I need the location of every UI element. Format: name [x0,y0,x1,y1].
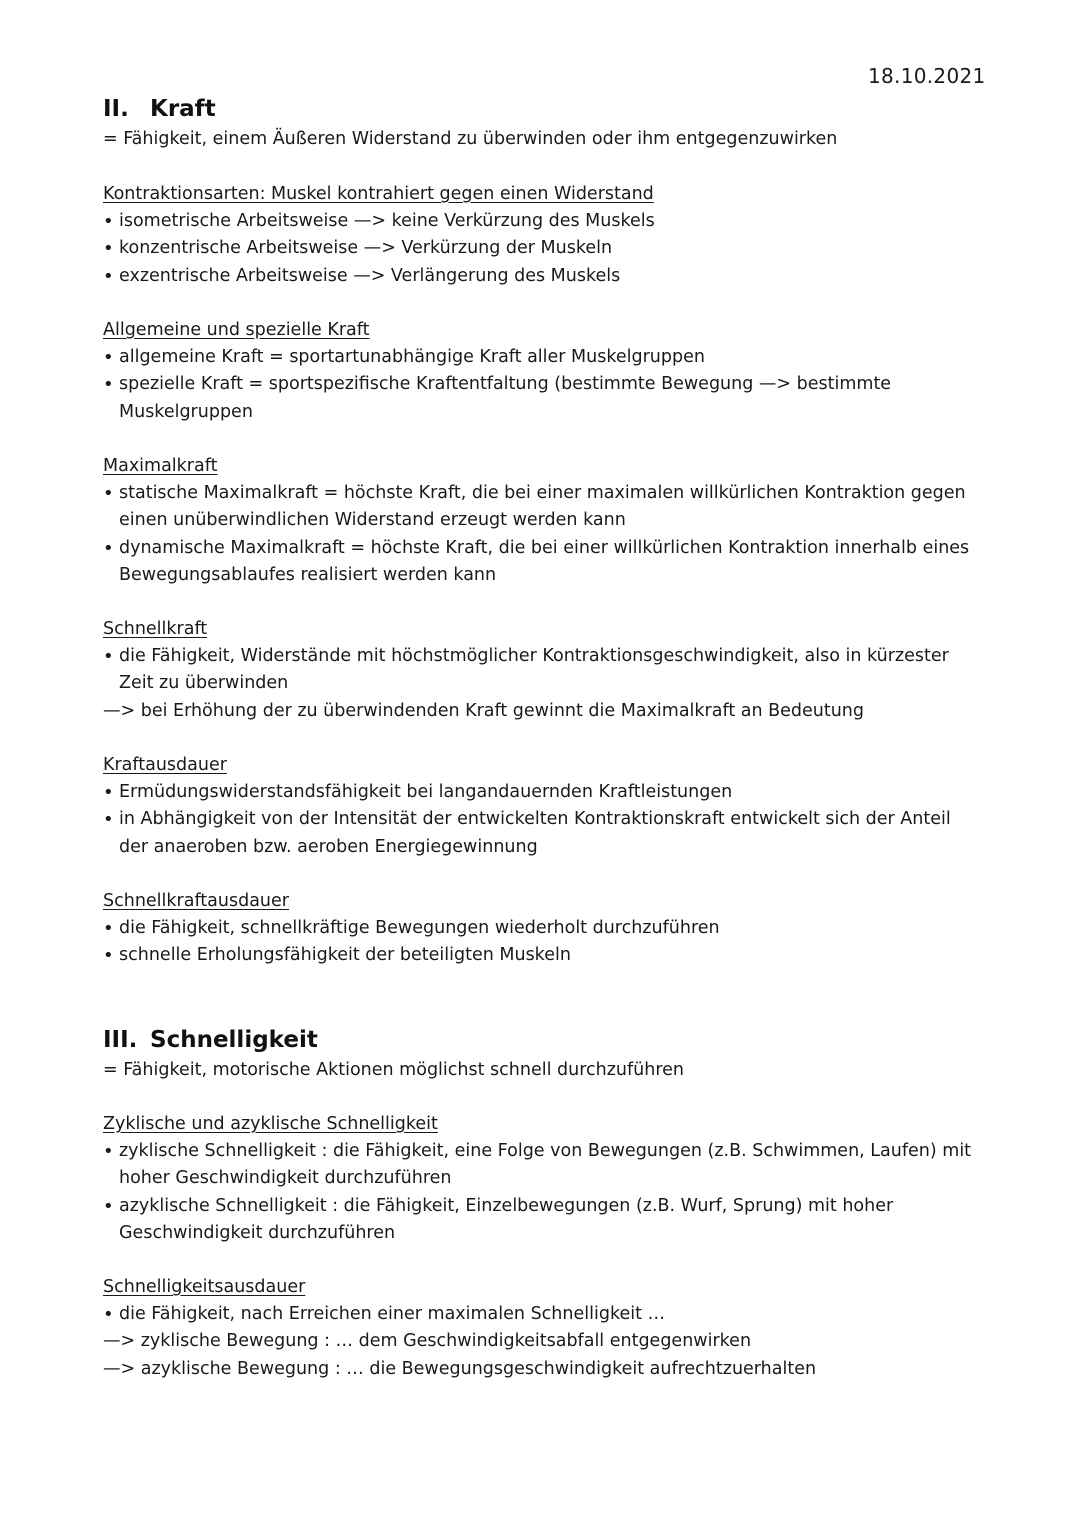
subsection-kraftausdauer [103,752,983,861]
list-item: • schnelle Erholungsfähigkeit der beteiligten Muskeln [103,942,983,969]
subsection-heading: Kontraktionsarten: Muskel kontrahiert gegen einen Widerstand [103,184,654,204]
document-date: 18.10.2021 [868,64,986,88]
subsection-heading: Zyklische und azyklische Schnelligkeit [103,1114,438,1134]
arrow-note: —> bei Erhöhung der zu überwindenden Kraft gewinnt die Maximalkraft an Bedeutung [103,700,865,721]
list-item: • Ermüdungswiderstandsfähigkeit bei langandauernden Kraftleistungen [103,779,983,806]
subsection-kontraktionsarten [103,181,983,290]
list-item: • konzentrische Arbeitsweise —> Verkürzung der Muskeln [103,235,983,262]
list-item: • die Fähigkeit, Widerstände mit höchstmöglicher Kontraktionsgeschwindigkeit, also in kürzester Zeit zu überwinden [103,643,983,698]
section-definition: = Fähigkeit, motorische Aktionen möglichst schnell durchzuführen [103,1060,685,1080]
list-item: • spezielle Kraft = sportspezifische Kraftentfaltung (bestimmte Bewegung —> bestimmte Muskelgruppen [103,371,983,426]
list-item: • die Fähigkeit, nach Erreichen einer maximalen Schnelligkeit … [103,1301,983,1328]
section-heading: II. Kraft [103,96,216,122]
section-heading: III. Schnelligkeit [103,1027,318,1053]
list-item: • die Fähigkeit, schnellkräftige Bewegungen wiederholt durchzuführen [103,915,983,942]
list-item: • in Abhängigkeit von der Intensität der entwickelten Kontraktionskraft entwickelt sich der Anteil der anaeroben bzw. aeroben Energiegewinnung [103,806,983,861]
section-schnelligkeit [103,1025,983,1084]
bullet-list [103,1138,983,1247]
arrow-note: —> zyklische Bewegung : … dem Geschwindigkeitsabfall entgegenwirken [103,1331,752,1352]
subsection-maximalkraft [103,453,983,589]
section-kraft [103,94,983,153]
subsection-heading: Allgemeine und spezielle Kraft [103,320,370,340]
subsection-heading: Kraftausdauer [103,755,227,775]
subsection-allgemeine-spezielle-kraft [103,317,983,426]
subsection-schnellkraftausdauer [103,888,983,970]
subsection-heading: Maximalkraft [103,456,218,476]
bullet-list [103,208,983,290]
list-item: • statische Maximalkraft = höchste Kraft, die bei einer maximalen willkürlichen Kontraktion gegen einen unüberwindlichen Widerstand erzeugt werden kann [103,480,983,535]
subsection-schnelligkeitsausdauer [103,1274,983,1383]
list-item: • dynamische Maximalkraft = höchste Kraft, die bei einer willkürlichen Kontraktion innerhalb eines Bewegungsablaufes realisiert werden kann [103,535,983,590]
bullet-list [103,344,983,426]
bullet-list [103,480,983,589]
subsection-schnellkraft [103,616,983,725]
bullet-list [103,779,983,861]
section-definition: = Fähigkeit, einem Äußeren Widerstand zu überwinden oder ihm entgegenzuwirken [103,129,838,149]
bullet-list [103,643,983,725]
arrow-note: —> azyklische Bewegung : … die Bewegungsgeschwindigkeit aufrechtzuerhalten [103,1358,817,1379]
list-item: • exzentrische Arbeitsweise —> Verlängerung des Muskels [103,263,983,290]
bullet-list [103,915,983,970]
list-item: • azyklische Schnelligkeit : die Fähigkeit, Einzelbewegungen (z.B. Wurf, Sprung) mit hoher Geschwindigkeit durchzuführen [103,1193,983,1248]
subsection-heading: Schnellkraft [103,619,208,639]
list-item: • zyklische Schnelligkeit : die Fähigkeit, eine Folge von Bewegungen (z.B. Schwimmen, Laufen) mit hoher Geschwindigkeit durchzuführen [103,1138,983,1193]
subsection-heading: Schnellkraftausdauer [103,891,289,911]
subsection-zyklische-azyklische [103,1111,983,1247]
bullet-list [103,1301,983,1383]
list-item: • allgemeine Kraft = sportartunabhängige Kraft aller Muskelgruppen [103,344,983,371]
list-item: • isometrische Arbeitsweise —> keine Verkürzung des Muskels [103,208,983,235]
subsection-heading: Schnelligkeitsausdauer [103,1277,306,1297]
